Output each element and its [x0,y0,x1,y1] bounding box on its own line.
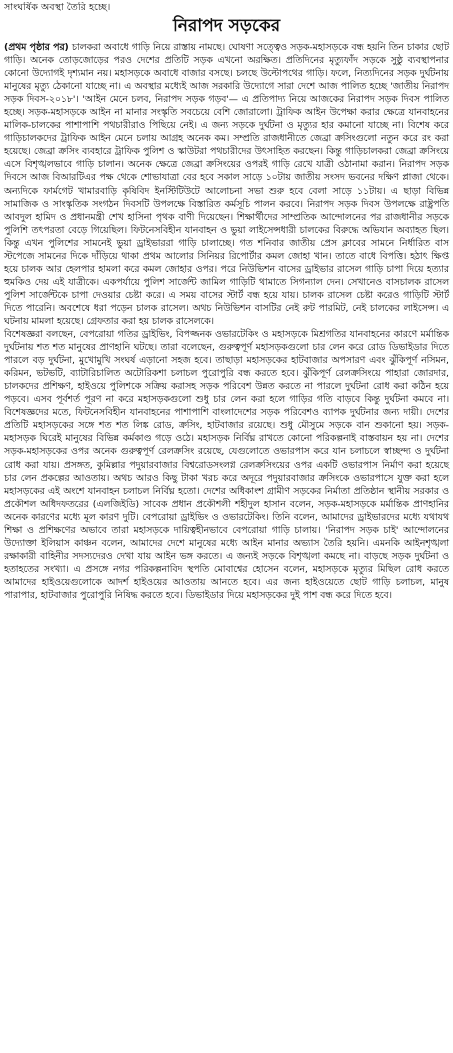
article-headline [4,15,449,39]
previous-column-ending: সাংঘর্ষিক অবস্থা তৈরি হচ্ছে। [4,2,111,13]
paragraph-text: বিশেষজ্ঞরা বলছেন, বেপরোয়া গতির ড্রাইভিং, বিপজ্জনক ওভারটেকিং ও মহাসড়কে মিশ্রগতির যানবাহনের কারণে মর্মান্তিক দুর্ঘটনায় শত শত মানুষের প্রাণহানি ঘটছে। তারা বলেছেন, গুরুত্বপূর্ণ মহাসড়কগুলো চার লেন করে রোড ডিভাইডার দিতে পারলে বড় দুর্ঘটনা, মুখোমুখি সংঘর্ষ এড়ানো সহজ হবে। তাছাড়া মহাসড়কের হাটবাজার অপসারণ এবং ঝুঁকিপূর্ণ নসিমন, করিমন, ভটভটি, ব্যাটারিচালিত অটোরিকশা চলাচল পুরোপুরি বন্ধ করতে হবে। ঝুঁকিপূর্ণ রেলক্রসিংয়ে পাহারা জোরদার, চালকদের প্রশিক্ষণ, হাইওয়ে পুলিশকে সক্রিয় করাসহ সড়ক পরিবেশ উন্নত করতে না পারলে দুর্ঘটনা রোধ করা কঠিন হয়ে পড়বে। এসব পূর্বশর্ত পূরণ না করে মহাসড়কগুলো শুধু চার লেন করা হলে গাড়ির গতি বাড়বে কিন্তু দুর্ঘটনা কমবে না। বিশেষজ্ঞদের মতে, ফিটনেসবিহীন যানবাহনের পাশাপাশি বাংলাদেশের সড়ক পরিবেশও ব্যাপক দুর্ঘটনার জন্য দায়ী। দেশের প্রতিটি মহাসড়কের সঙ্গে শত শত লিঙ্ক রোড, ক্রসিং, হাটবাজার রয়েছে। শুধু মৌসুমে সড়কে বান শুকানো হয়। সড়ক-মহাসড়ক ঘিরেই মানুষের বিভিন্ন কর্মকাণ্ড গড়ে ওঠে। মহাসড়ক নির্বিঘ্ন রাখতে কোনো পরিকল্পনাই বাস্তবায়ন হয় না। দেশের সড়ক-মহাসড়কের ওপর অনেক গুরুত্বপূর্ণ রেলক্রসিং রয়েছে, যেগুলোতে ওভারপাস করে যান চলাচলে স্বাচ্ছন্দ্য ও দুর্ঘটনা রোধ করা যায়। প্রসঙ্গত, কুমিল্লার পদুয়ারবাজার বিশ্বরোডসংলগ্ন রেলক্রসিংয়ের ওপর একটি ওভারপাস নির্মাণ করা হয়েছে চার লেন প্রকল্পের আওতায়। অথচ আরও কিছু টাকা খরচ করে অদূরে পদুয়ারবাজার ক্রসিংকে ওভারপাসে যুক্ত করা হলে মহাসড়কের এই অংশে যানবাহন চলাচল নির্বিঘ্ন হতো। দেশের অধিকাংশ গ্রামীণ সড়কের নির্মাতা প্রতিষ্ঠান স্থানীয় সরকার ও প্রকৌশল অধিদফতরের (এলজিইডি) সাবেক প্রধান প্রকৌশলী শহীদুল হাসান বলেন, সড়ক-মহাসড়কে মর্মান্তিক প্রাণহানির অনেক কারণের মধ্যে মূল কারণ দুটি। বেপরোয়া ড্রাইভিং ও ওভারটেকিং। তিনি বলেন, আমাদের ড্রাইভারদের মধ্যে যথাযথ শিক্ষা ও প্রশিক্ষণের অভাবে তারা মহাসড়কে দায়িত্বহীনভাবে বেপরোয়া গাড়ি চালায়। 'নিরাপদ সড়ক চাই' আন্দোলনের উদ্যোক্তা ইলিয়াস কাঞ্চন বলেন, আমাদের দেশে মানুষের মধ্যে আইন মানার অভ্যাস তৈরি হয়নি। এমনকি আইনশৃঙ্খলা রক্ষাকারী বাহিনীর সদস্যদেরও দেখা যায় আইন ভঙ্গ করতে। এ জন্যই সড়কে বিশৃঙ্খলা কমছে না। বাড়ছে সড়ক দুর্ঘটনা ও হতাহতের সংখ্যা। এ প্রসঙ্গে নগর পরিকল্পনাবিদ স্থপতি মোবাশ্বের হোসেন বলেন, মহাসড়কে মৃত্যুর মিছিল রোধ করতে আমাদের হাইওয়েগুলোকে আদর্শ হাইওয়ের আওতায় আনতে হবে। এর জন্য হাইওয়েতে ছোট গাড়ি চলাচল, মানুষ পারাপার, হাটবাজার পুরোপুরি নিষিদ্ধ করতে হবে। ডিভাইডার দিয়ে মহাসড়কের দুই পাশ বন্ধ করে দিতে হবে। [4,329,449,601]
article-paragraph [4,41,449,328]
paragraph-text: চালকরা অবাধে গাড়ি নিয়ে রাস্তায় নামছে। ঘোষণা সত্ত্বেও সড়ক-মহাসড়কে বন্ধ হয়নি তিন চাকার ছোট গাড়ি। অনেক তোড়জোড়ের পরও দেশের প্রতিটি সড়ক এখনো অরক্ষিত। প্রতিদিনের মৃত্যুফাঁদ সড়কে সুষ্ঠু ব্যবস্থাপনার কোনো উদ্যোগই দৃশ্যমান নয়। মহাসড়কে অবাধে বাজার বসছে। চলছে উল্টোপথের গাড়ি। ফলে, নিত্যদিনের সড়ক দুর্ঘটনায় মানুষের মৃত্যু ঠেকানো যাচ্ছে না। এ অবস্থার মধ্যেই আজ সরকারি উদ্যোগে সারা দেশে আজ পালিত হচ্ছে 'জাতীয় নিরাপদ সড়ক দিবস-২০১৮'। 'আইন মেনে চলব, নিরাপদ সড়ক গড়ব'— এ প্রতিপাদ্য নিয়ে আজকের নিরাপদ সড়ক দিবস পালিত হচ্ছে। সড়ক-মহাসড়কে আইন না মানার সংস্কৃতি সবচেয়ে বেশি জোরালো। ট্রাফিক আইন উপেক্ষা করার ক্ষেত্রে যানবাহনের মালিক-চালকের পাশাপাশি পথচারীরাও পিছিয়ে নেই। এ জন্য সড়কে দুর্ঘটনা ও মৃত্যুর হার কমানো যাচ্ছে না। বিশেষ করে গাড়িচালকদের ট্রাফিক আইন মেনে চলায় আগ্রহ অনেক কম। সম্প্রতি রাজধানীতে জেব্রা ক্রসিংগুলো নতুন করে রং করা হয়েছে। জেব্রা ক্রসিং ব্যবহারে ট্রাফিক পুলিশ ও স্কাউটরা পথচারীদের উৎসাহিত করছেন। কিন্তু গাড়িচালকরা জেব্রা ক্রসিংয়ে এসে বিশৃঙ্খলভাবে গাড়ি চালান। অনেক ক্ষেত্রে জেব্রা ক্রসিংয়ের ওপরই গাড়ি রেখে যাত্রী ওঠানামা করান। নিরাপদ সড়ক দিবসে আজ বিআরটিএর পক্ষ থেকে শোভাযাত্রা বের হবে সকাল সাড়ে ১০টায় জাতীয় সংসদ ভবনের দক্ষিণ প্লাজা থেকে। অন্যদিকে ফার্মগেট খামারবাড়ি কৃষিবিদ ইনস্টিটিউটে আলোচনা সভা শুরু হবে বেলা সাড়ে ১১টায়। এ ছাড়া বিভিন্ন সামাজিক ও সাংস্কৃতিক সংগঠন দিবসটি উপলক্ষে বিস্তারিত কর্মসূচি পালন করবে। নিরাপদ সড়ক দিবস উপলক্ষে রাষ্ট্রপতি আবদুল হামিদ ও প্রধানমন্ত্রী শেখ হাসিনা পৃথক বাণী দিয়েছেন। শিক্ষার্থীদের সাম্প্রতিক আন্দোলনের পর রাজধানীর সড়কে পুলিশি তৎপরতা বেড়ে গিয়েছিল। ফিটনেসবিহীন যানবাহন ও ভুয়া লাইসেন্সধারী চালকের বিরুদ্ধে অভিযান অব্যাহত ছিল। কিন্তু এখন পুলিশের সামনেই ভুয়া ড্রাইভাররা গাড়ি চালাচ্ছে। গত শনিবার জাতীয় প্রেস ক্লাবের সামনে নির্ধারিত বাস স্টপেজে সামনের দিকে দাঁড়িয়ে থাকা প্রথম আলোর সিনিয়র রিপোর্টার কমল জোহা খান। তাতে বাধে বিপত্তি। হঠাৎ ক্ষিপ্ত হয়ে চালক আর হেলপার হামলা করে কমল জোহার ওপর। পরে নিউভিশন বাসের ড্রাইভার রাসেল গাড়ি চাপা দিয়ে হত্যার হুমকিও দেয় এই যাত্রীকে। একপর্যায়ে পুলিশ সার্জেন্ট জামিল গাড়িটি থামাতে সিগন্যাল দেন। সেখানেও বাসচালক রাসেল পুলিশ সার্জেন্টকে চাপা দেওয়ার চেষ্টা করে। এ সময় বাসের স্টার্ট বন্ধ হয়ে যায়। চালক রাসেল চেষ্টা করেও গাড়িটি স্টার্ট দিতে পারেনি। অবশেষে ধরা পড়েন চালক রাসেল। অথচ নিউভিশন বাসটির নেই রুট পারমিট, নেই চালকের লাইসেন্স। এ ঘটনায় মামলা হয়েছে। গ্রেফতার করা হয় চালক রাসেলকে। [4,42,449,327]
headline-text: নিরাপদ সড়কের [172,16,281,36]
article-body [4,41,449,602]
continuation-tag: (প্রথম পৃষ্ঠার পর) [4,42,69,53]
article-paragraph [4,328,449,602]
